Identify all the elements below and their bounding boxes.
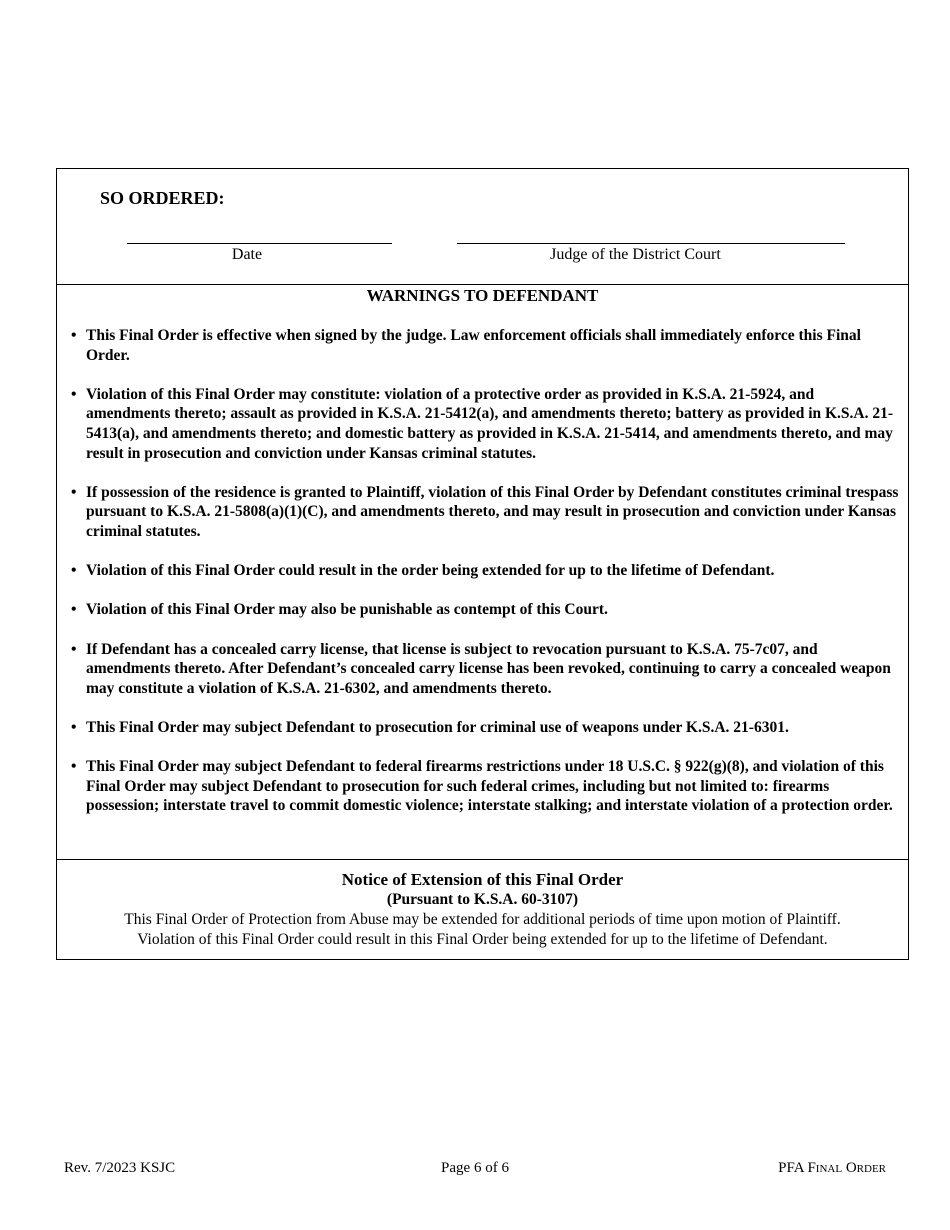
date-signature-line — [127, 243, 392, 244]
bullet-icon: • — [71, 640, 77, 658]
judge-signature-line — [457, 243, 845, 244]
notice-line-2: Violation of this Final Order could result in this Final Order being extended for up to the lifetime of Defendant. — [137, 931, 828, 948]
warning-item — [71, 718, 901, 738]
warning-item — [71, 640, 901, 699]
warning-text: This Final Order may subject Defendant to federal firearms restrictions under 18 U.S.C. § 922(g)(8), and violation of this Final Order may subject Defendant to prosecution for such federal crimes, including but not limited to: firearms possession; interstate travel to commit domestic violence; interstate stalking; and interstate violation of a protection order. — [86, 758, 893, 815]
date-label: Date — [231, 246, 263, 263]
warning-item — [71, 600, 901, 620]
warnings-title: WARNINGS TO DEFENDANT — [366, 286, 599, 305]
warning-text: Violation of this Final Order may constitute: violation of a protective order as provided in K.S.A. 21-5924, and amendments thereto; assault as provided in K.S.A. 21-5412(a), and amendments thereto; battery as provided in K.S.A. 21-5413(a), and amendments thereto; and domestic battery as provided in K.S.A. 21-5414, and amendments thereto, and may result in prosecution and conviction under Kansas criminal statutes. — [86, 385, 894, 462]
warning-item — [71, 385, 901, 463]
bullet-icon: • — [71, 562, 77, 580]
extension-notice-section — [57, 859, 908, 960]
footer-revision: Rev. 7/2023 KSJC — [64, 1160, 176, 1176]
warning-item — [71, 561, 901, 581]
warning-text: If possession of the residence is granted to Plaintiff, violation of this Final Order by Defendant constitutes criminal trespass pursuant to K.S.A. 21-5808(a)(1)(C), and amendments thereto, and may result in prosecution and conviction under Kansas criminal statutes. — [86, 483, 899, 540]
bullet-icon: • — [71, 483, 77, 501]
bullet-icon: • — [71, 718, 77, 736]
warning-text: Violation of this Final Order could result in the order being extended for up to the lifetime of Defendant. — [86, 562, 775, 580]
bullet-icon: • — [71, 601, 77, 619]
bullet-icon: • — [71, 327, 77, 344]
warnings-list — [71, 326, 901, 835]
warning-text: If Defendant has a concealed carry license, that license is subject to revocation pursuant to K.S.A. 75-7c07, and amendments thereto. After Defendant’s concealed carry license has been revoked, continuing to carry a concealed weapon may constitute a violation of K.S.A. 21-6302, and amendments thereto. — [86, 640, 891, 697]
warning-item — [71, 757, 901, 816]
warning-text: Violation of this Final Order may also be punishable as contempt of this Court. — [86, 601, 608, 619]
footer-page-number: Page 6 of 6 — [441, 1160, 509, 1176]
judge-label: Judge of the District Court — [550, 246, 721, 263]
order-frame — [56, 168, 909, 960]
warning-text: This Final Order is effective when signed by the judge. Law enforcement officials shall immediately enforce this Final Order. — [86, 327, 861, 364]
bullet-icon: • — [71, 758, 77, 776]
footer-form-name: PFA Final Order — [778, 1160, 886, 1176]
notice-title: Notice of Extension of this Final Order — [341, 870, 624, 889]
notice-line-1: This Final Order of Protection from Abuse may be extended for additional periods of time upon motion of Plaintiff. — [124, 911, 841, 928]
so-ordered-section — [57, 169, 908, 285]
warning-item — [71, 326, 901, 365]
notice-subtitle: (Pursuant to K.S.A. 60-3107) — [386, 891, 579, 908]
bullet-icon: • — [71, 385, 77, 403]
warning-item — [71, 483, 901, 542]
warnings-section — [57, 284, 908, 860]
warning-text: This Final Order may subject Defendant to prosecution for criminal use of weapons under K.S.A. 21-6301. — [86, 718, 789, 736]
so-ordered-heading: SO ORDERED: — [100, 188, 225, 208]
